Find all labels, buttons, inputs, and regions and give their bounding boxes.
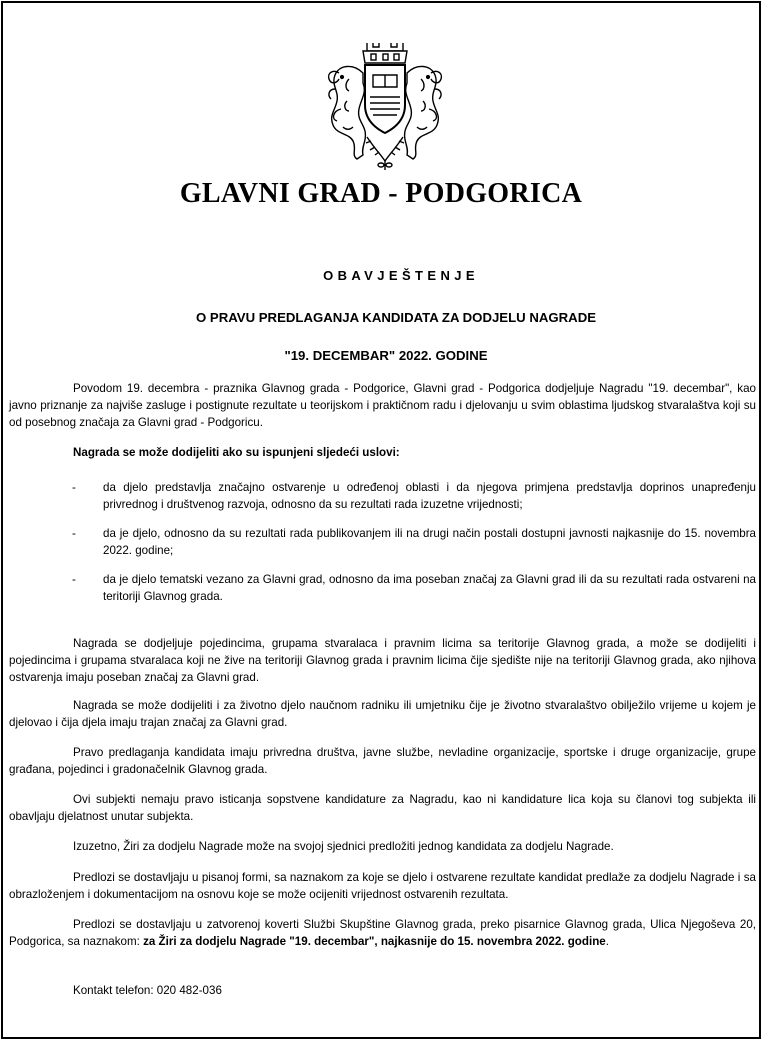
submission-end: . <box>605 935 609 949</box>
notice-title: OBAVJEŠTENJE <box>323 268 479 283</box>
condition-text: da je djelo tematski vezano za Glavni grad, odnosno da ima poseban značaj za Glavni grad ili da su rezultati rada ostvareni na teritoriji Glavnog grada. <box>103 573 756 604</box>
body-paragraph: Izuzetno, Žiri za dodjelu Nagrade može na svojoj sjednici predložiti jednog kandidata za dodjelu Nagrade. <box>73 840 614 853</box>
award-year-title: "19. DECEMBAR" 2022. GODINE <box>284 348 488 363</box>
intro-paragraph: Povodom 19. decembra - praznika Glavnog grada - Podgorice, Glavni grad - Podgorica dodjeljuje Nagradu "19. decembar", kao javno priznanje za najviše zasluge i postignute rezultate u teorijskom i praktičnom radu i djelovanju u svim oblastima ljudskog stvaralaštva koji su od posebnog značaja za Glavni grad - Podgoricu. <box>9 382 756 430</box>
notice-document <box>1 1 761 1039</box>
condition-text: da djelo predstavlja značajno ostvarenje u određenoj oblasti i da njegova primjena predstavlja doprinos unapređenju privrednog i društvenog razvoja, odnosno da su rezultati rada izuzetne vrijednosti; <box>103 481 756 512</box>
body-paragraph: Pravo predlaganja kandidata imaju privredna društva, javne službe, nevladine organizacije, sportske i druge organizacije, grupe građana, pojedinci i gradonačelnik Glavnog grada. <box>9 746 756 777</box>
coat-of-arms-icon <box>323 43 447 171</box>
conditions-heading: Nagrada se može dodijeliti ako su ispunjeni sljedeći uslovi: <box>73 446 400 459</box>
condition-text: da je djelo, odnosno da su rezultati rada publikovanjem ili na drugi način postali dostupni javnosti najkasnije do 15. novembra 2022. godine; <box>103 527 756 558</box>
condition-item <box>9 479 756 513</box>
body-paragraph: Ovi subjekti nemaju pravo isticanja sopstvene kandidature za Nagradu, kao ni kandidature lica koja su članovi tog subjekta ili obavljaju djelatnost unutar subjekta. <box>9 793 756 824</box>
bullet-dash: - <box>72 481 76 494</box>
city-title: GLAVNI GRAD - PODGORICA <box>179 178 583 209</box>
submission-paragraph <box>9 916 756 950</box>
bullet-dash: - <box>72 527 76 540</box>
bullet-dash: - <box>72 573 76 586</box>
body-paragraph: Predlozi se dostavljaju u pisanoj formi, sa naznakom za koje se djelo i ostvarene rezultate kandidat predlaže za dodjelu Nagrade i sa obrazloženjem i dokumentacijom na osnovu koje se može ocijeniti vrijednost ostvarenih rezultata. <box>9 871 756 902</box>
body-paragraph: Nagrada se može dodijeliti i za životno djelo naučnom radniku ili umjetniku čije je životno stvaralaštvo obilježilo vrijeme u kojem je djelovao i čija djela imaju trajan značaj za Glavni grad. <box>9 699 756 730</box>
condition-item <box>9 525 756 559</box>
body-paragraph: Nagrada se dodjeljuje pojedincima, grupama stvaralaca i pravnim licima sa teritorije Glavnog grada, a može se dodijeliti i pojedincima i grupama stvaralaca koji ne žive na teritoriji Glavnog grada i pravnim licima čije sjedište nije na teritoriji Glavnog grada, ako njihova ostvarenja imaju poseban značaj za Glavni grad. <box>9 637 756 685</box>
notice-subtitle: O PRAVU PREDLAGANJA KANDIDATA ZA DODJELU NAGRADE <box>195 310 597 325</box>
condition-item <box>9 571 756 605</box>
submission-text: Predlozi se dostavljaju u zatvorenoj koverti Službi Skupštine Glavnog grada, preko pisarnice Glavnog grada, Ulica Njegoševa 20, Podgorica, sa naznakom: <box>9 918 756 949</box>
submission-deadline: za Žiri za dodjelu Nagrade "19. decembar", najkasnije do 15. novembra 2022. godine <box>143 935 606 949</box>
contact-phone: Kontakt telefon: 020 482-036 <box>73 984 222 997</box>
